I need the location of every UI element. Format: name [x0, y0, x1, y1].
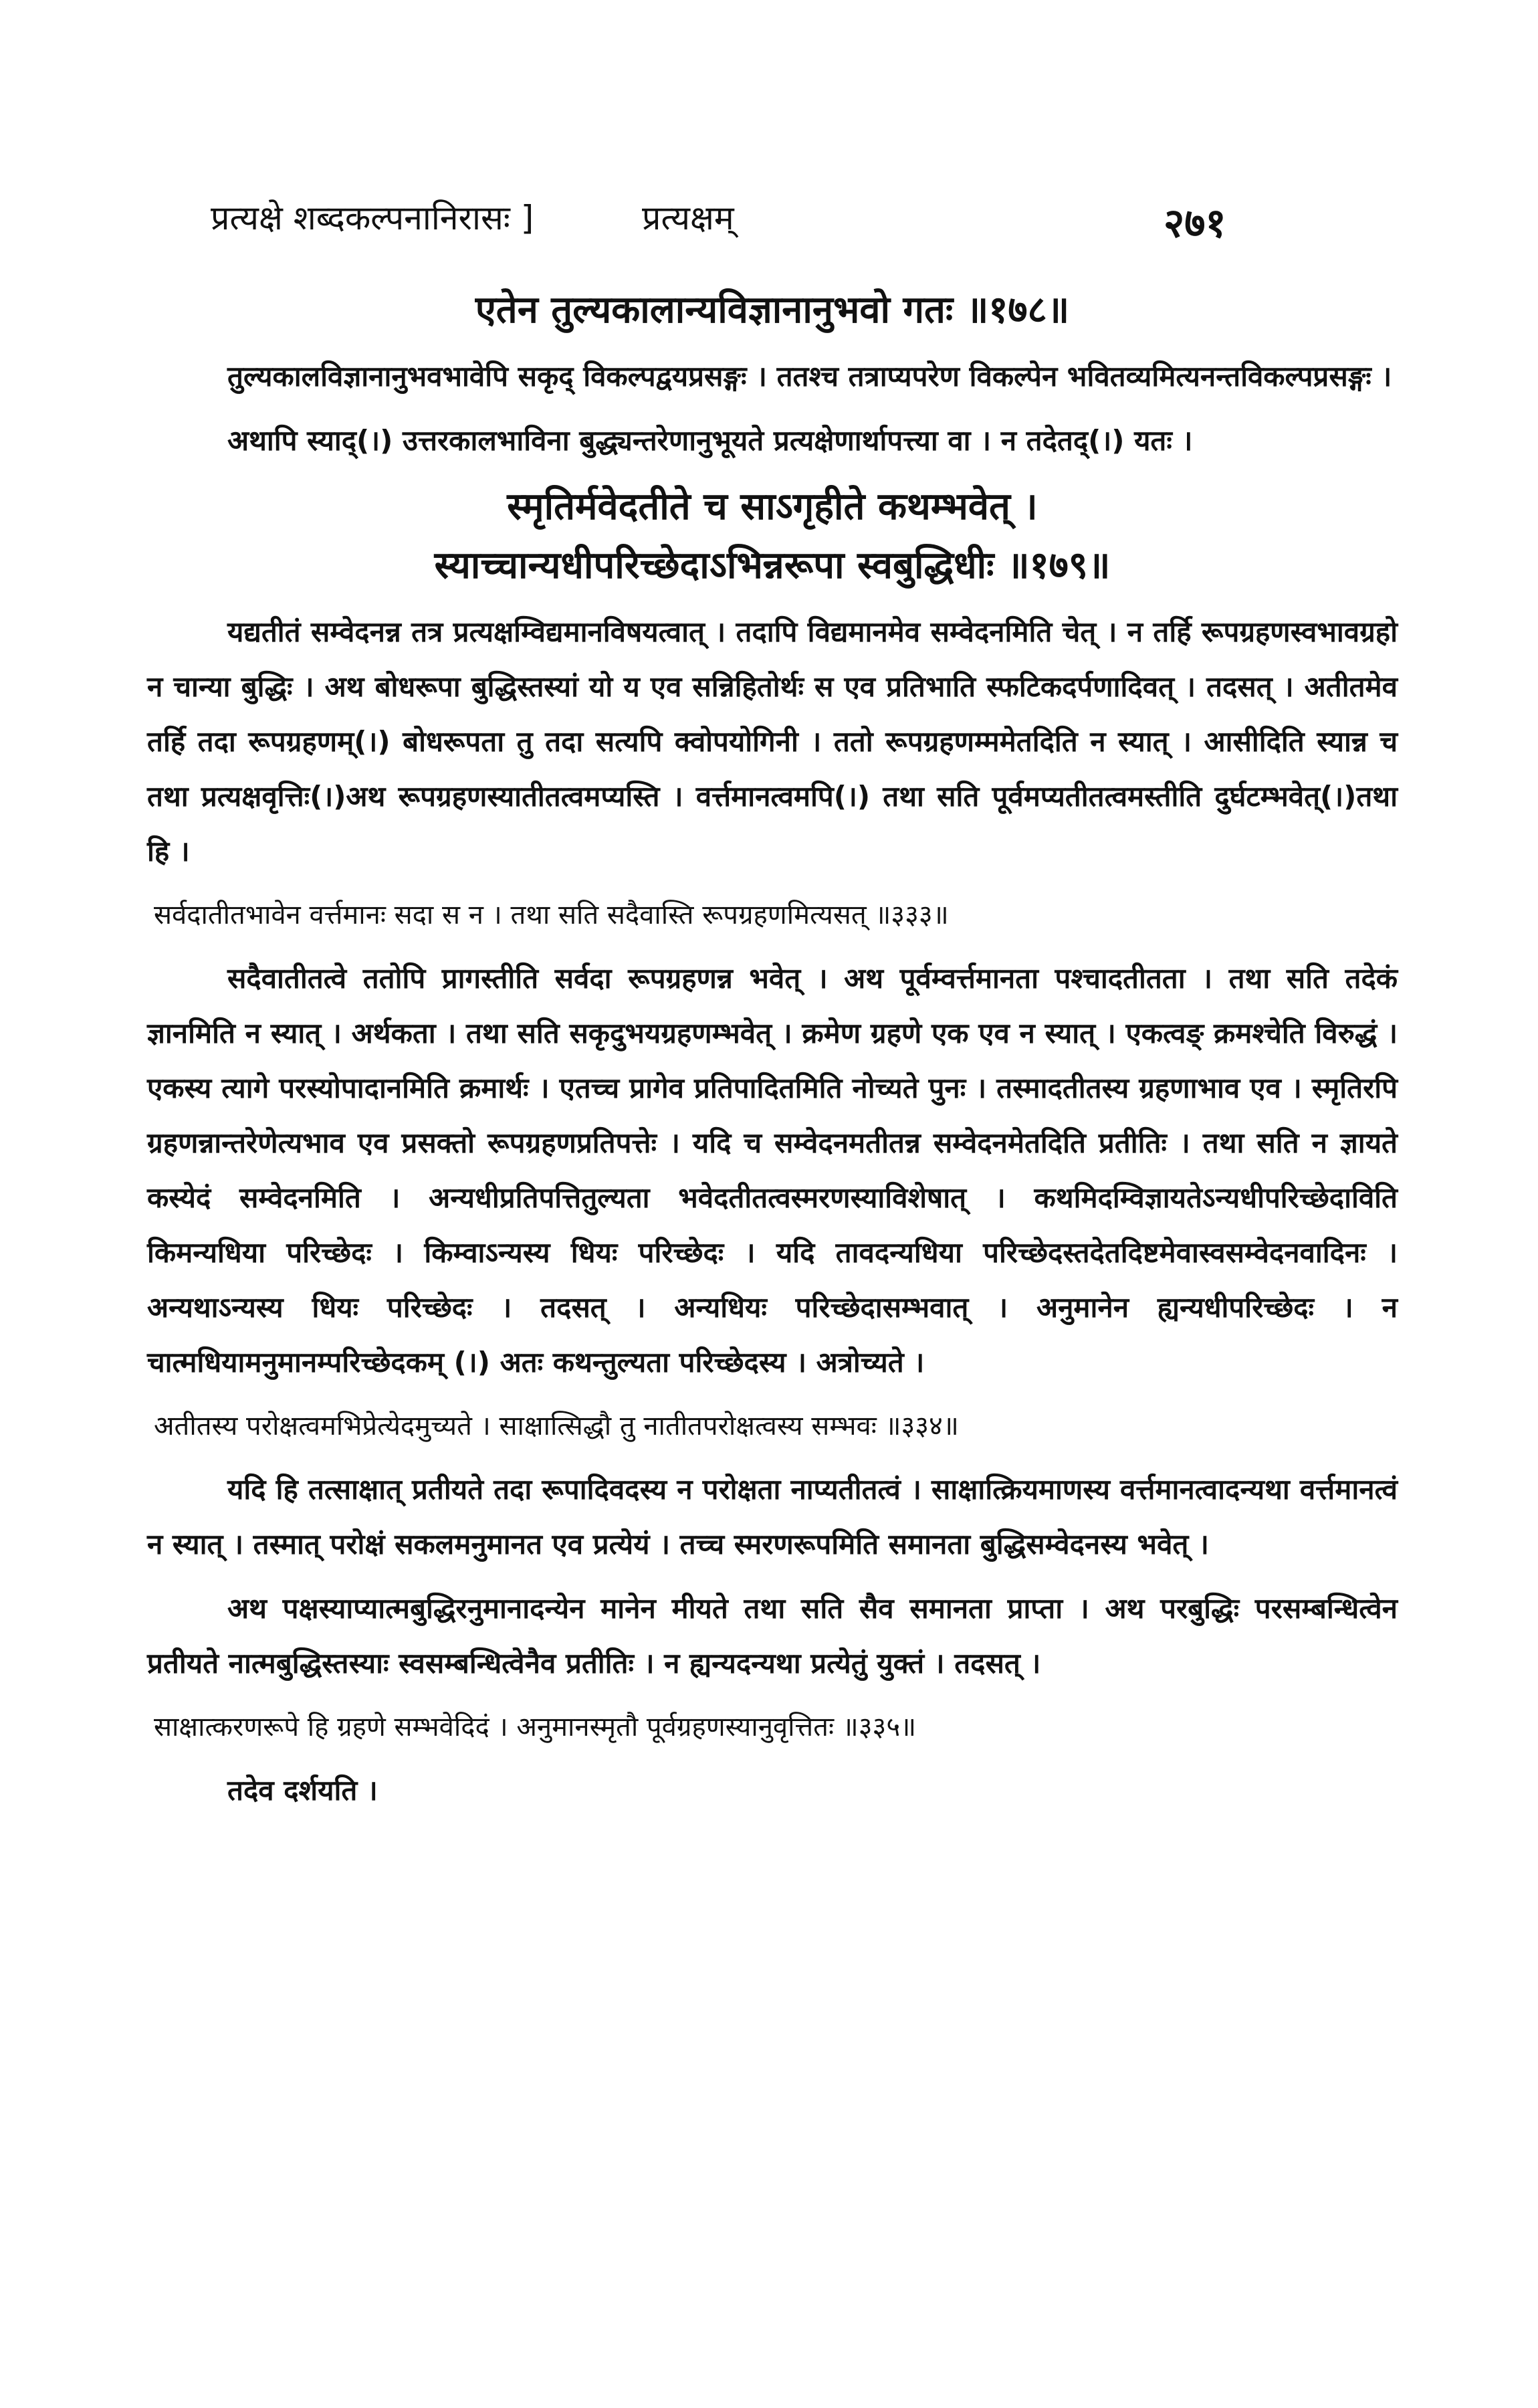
commentary-paragraph: सदैवातीतत्वे ततोपि प्रागस्तीति सर्वदा रूपग्रहणन्न भवेत् । अथ पूर्वम्वर्त्तमानता पश्चादतीतता । तथा सति तदेकं ज्ञानमिति न स्यात् । अर्थकता । तथा सति सकृदुभयग्रहणम्भवेत् । क्रमेण ग्रहणे एक एव न स्यात् । एकत्वङ् क्रमश्चेति विरुद्धं । एकस्य त्यागे परस्योपादानमिति क्रमार्थः । एतच्च प्रागेव प्रतिपादितमिति नोच्यते पुनः । तस्मादतीतस्य ग्रहणाभाव एव । स्मृतिरपि ग्रहणन्नान्तरेणेत्यभाव एव प्रसक्तो रूपग्रहणप्रतिपत्तेः । यदि च सम्वेदनमतीतन्न सम्वेदनमेतदिति प्रतीतिः । तथा सति न ज्ञायते कस्येदं सम्वेदनमिति । अन्यधीप्रतिपत्तितुल्यता भवेदतीतत्वस्मरणस्याविशेषात् । कथमिदम्विज्ञायतेऽन्यधीपरिच्छेदाविति किमन्यधिया परिच्छेदः । किम्वाऽन्यस्य धियः परिच्छेदः । यदि तावदन्यधिया परिच्छेदस्तदेतदिष्टमेवास्वसम्वेदनवादिनः । अन्यथाऽन्यस्य धियः परिच्छेदः । तदसत् । अन्यधियः परिच्छेदासम्भवात् । अनुमानेन ह्यन्यधीपरिच्छेदः । न चात्मधियामनुमानम्परिच्छेदकम् (।) अतः कथन्तुल्यता परिच्छेदस्य । अत्रोच्यते ।	[147, 962, 1398, 1379]
commentary-paragraph: तदेव दर्शयति ।	[227, 1774, 378, 1807]
commentary-paragraph: अथ पक्षस्याप्यात्मबुद्धिरनुमानादन्येन मानेन मीयते तथा सति सैव समानता प्राप्ता । अथ परबुद्धिः परसम्बन्धित्वेन प्रतीयते नात्मबुद्धिस्तस्याः स्वसम्बन्धित्वेनैव प्रतीतिः । न ह्यन्यदन्यथा प्रत्येतुं युक्तं । तदसत् ।	[147, 1592, 1398, 1680]
verse-333: सर्वदातीतभावेन वर्त्तमानः सदा स न । तथा सति सदैवास्ति रूपग्रहणमित्यसत् ॥३३३॥	[154, 900, 949, 930]
karika-178: एतेन तुल्यकालान्यविज्ञानानुभवो गतः ॥१७८॥	[475, 288, 1070, 332]
chapter-title: प्रत्यक्षम्	[642, 199, 734, 237]
commentary-paragraph: यद्यतीतं सम्वेदनन्न तत्र प्रत्यक्षम्विद्यमानविषयत्वात् । तदापि विद्यमानमेव सम्वेदनमिति चेत् । न तर्हि रूपग्रहणस्वभावग्रहो न चान्या बुद्धिः । अथ बोधरूपा बुद्धिस्तस्यां यो य एव सन्निहितोर्थः स एव प्रतिभाति स्फटिकदर्पणादिवत् । तदसत् । अतीतमेव तर्हि तदा रूपग्रहणम्(।) बोधरूपता तु तदा सत्यपि क्वोपयोगिनी । ततो रूपग्रहणम्ममेतदिति न स्यात् । आसीदिति स्यान्न च तथा प्रत्यक्षवृत्तिः(।)अथ रूपग्रहणस्यातीतत्वमप्यस्ति । वर्त्तमानत्वमपि(।) तथा सति पूर्वमप्यतीतत्वमस्तीति दुर्घटम्भवेत्(।)तथा हि ।	[147, 615, 1398, 868]
karika-179-line-2: स्याच्चान्यधीपरिच्छेदाऽभिन्नरूपा स्वबुद्धिधीः ॥१७९॥	[434, 544, 1111, 587]
commentary-paragraph: अथापि स्याद्(।) उत्तरकालभाविना बुद्ध्यन्तरेणानुभूयते प्रत्यक्षेणार्थापत्त्या वा । न तदेतद्(।) यतः ।	[227, 424, 1193, 457]
section-title: प्रत्यक्षे शब्दकल्पनानिरासः ]	[211, 199, 534, 237]
page-number: २७१	[1164, 200, 1226, 247]
page-body	[147, 281, 1398, 1827]
verse-335: साक्षात्करणरूपे हि ग्रहणे सम्भवेदिदं । अनुमानस्मृतौ पूर्वग्रहणस्यानुवृत्तितः ॥३३५॥	[154, 1712, 917, 1742]
running-header	[0, 194, 1538, 261]
commentary-paragraph: तुल्यकालविज्ञानानुभवभावेपि सकृद् विकल्पद्वयप्रसङ्गः । ततश्च तत्राप्यपरेण विकल्पेन भवितव्यमित्यनन्तविकल्पप्रसङ्गः ।	[227, 360, 1392, 393]
commentary-paragraph: यदि हि तत्साक्षात् प्रतीयते तदा रूपादिवदस्य न परोक्षता नाप्यतीतत्वं । साक्षात्क्रियमाणस्य वर्त्तमानत्वादन्यथा वर्त्तमानत्वं न स्यात् । तस्मात् परोक्षं सकलमनुमानत एव प्रत्येयं । तच्च स्मरणरूपमिति समानता बुद्धिसम्वेदनस्य भवेत् ।	[147, 1473, 1398, 1561]
karika-179-line-1: स्मृतिर्मवेदतीते च साऽगृहीते कथम्भवेत् ।	[507, 485, 1038, 528]
verse-334: अतीतस्य परोक्षत्वमभिप्रेत्येदमुच्यते । साक्षात्सिद्धौ तु नातीतपरोक्षत्वस्य सम्भवः ॥३३४॥	[154, 1411, 959, 1441]
